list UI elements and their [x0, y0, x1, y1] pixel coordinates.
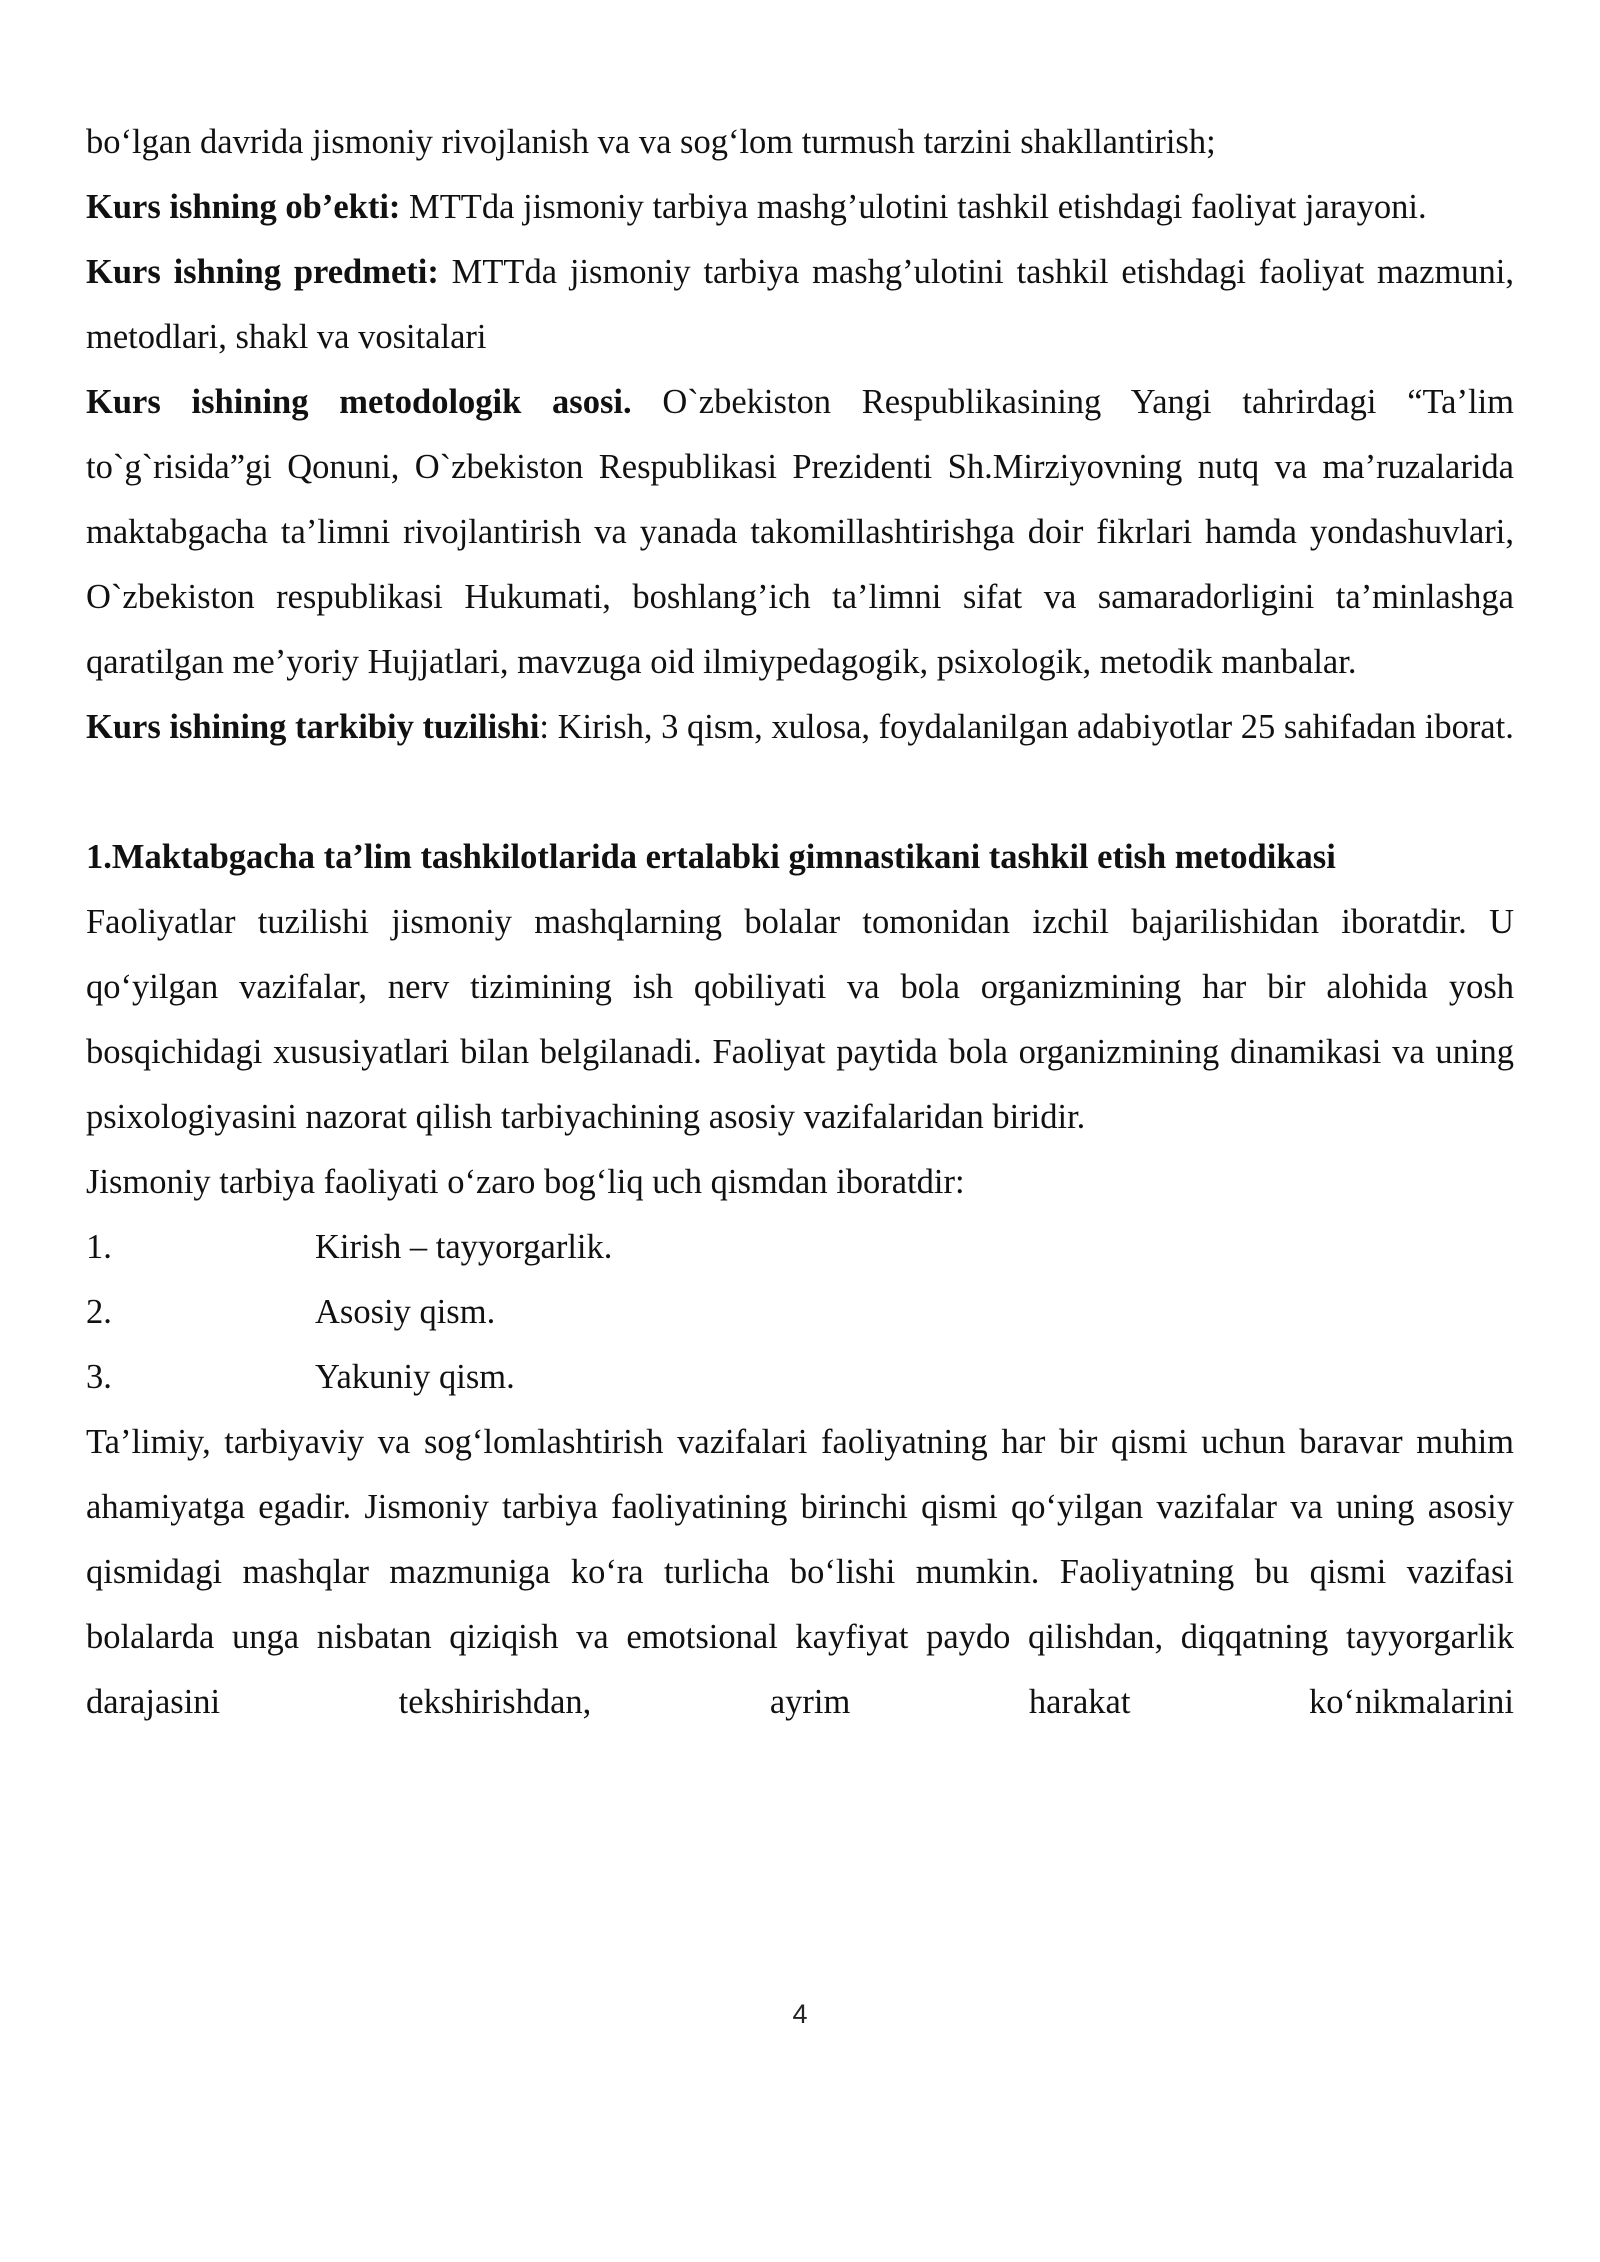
list-item-number: 2.: [86, 1293, 112, 1331]
methodology-paragraph: [86, 370, 1514, 695]
list-item-text: Yakuniy qism.: [315, 1358, 515, 1396]
object-paragraph: [86, 175, 1514, 240]
list-item-number: 1.: [86, 1228, 112, 1266]
structure-paragraph: [86, 695, 1514, 760]
methodology-text: O`zbekiston Respublikasining Yangi tahrirdagi “Ta’lim to`g`risida”gi Qonuni, O`zbekiston Respublikasi Prezidenti Sh.Mirziyovning nutq va ma’ruzalarida maktabgacha ta’limni rivojlantirish va yanada takomillashtirishga doir fikrlari hamda yondashuvlari, O`zbekiston respublikasi Hukumati, boshlang’ich ta’limni sifat va samaradorligini ta’minlashga qaratilgan me’yoriy Hujjatlari, mavzuga oid ilmiypedagogik, psixologik, metodik manbalar.: [86, 383, 1514, 681]
object-label: Kurs ishning ob’ekti:: [86, 188, 401, 226]
subject-text: MTTda jismoniy tarbiya mashg’ulotini tashkil etishdagi faoliyat mazmuni, metodlari, shakl va vositalari: [86, 253, 1514, 356]
subject-label: Kurs ishning predmeti:: [86, 253, 439, 291]
section-heading: 1.Maktabgacha ta’lim tashkilotlarida ertalabki gimnastikani tashkil etish metodikasi: [86, 838, 1336, 876]
paragraph-structure-of-activities: Faoliyatlar tuzilishi jismoniy mashqlarning bolalar tomonidan izchil bajarilishidan iboratdir. U qo‘yilgan vazifalar, nerv tizimining ish qobiliyati va bola organizmining har bir alohida yosh bosqichidagi xususiyatlari bilan belgilanadi. Faoliyat paytida bola organizmining dinamikasi va uning psixologiyasini nazorat qilish tarbiyachining asosiy vazifalaridan biridir.: [86, 903, 1514, 1136]
list-item: [86, 1280, 1514, 1345]
list-intro: Jismoniy tarbiya faoliyati o‘zaro bog‘liq uch qismdan iboratdir:: [86, 1163, 965, 1201]
paragraph-tasks: Ta’limiy, tarbiyaviy va sog‘lomlashtirish vazifalari faoliyatning har bir qismi uchun baravar muhim ahamiyatga egadir. Jismoniy tarbiya faoliyatining birinchi qismi qo‘yilgan vazifalar va uning asosiy qismidagi mashqlar mazmuniga ko‘ra turlicha bo‘lishi mumkin. Faoliyatning bu qismi vazifasi bolalarda unga nisbatan qiziqish va emotsional kayfiyat paydo qilishdan, diqqatning tayyorgarlik darajasini tekshirishdan, ayrim harakat ko‘nikmalarini: [86, 1423, 1514, 1721]
page-number: 4: [792, 1999, 808, 2029]
document-page: [86, 110, 1514, 1735]
list-item-text: Kirish – tayyorgarlik.: [315, 1228, 613, 1266]
object-text: MTTda jismoniy tarbiya mashg’ulotini tashkil etishdagi faoliyat jarayoni.: [400, 188, 1427, 226]
subject-paragraph: [86, 240, 1514, 370]
intro-line: bo‘lgan davrida jismoniy rivojlanish va va sog‘lom turmush tarzini shakllantirish;: [86, 123, 1216, 161]
list-item-number: 3.: [86, 1358, 112, 1396]
structure-text: : Kirish, 3 qism, xulosa, foydalanilgan adabiyotlar 25 sahifadan iborat.: [539, 708, 1514, 746]
methodology-label: Kurs ishining metodologik asosi.: [86, 383, 632, 421]
list-item-text: Asosiy qism.: [315, 1293, 496, 1331]
list-item: [86, 1345, 1514, 1410]
list-item: [86, 1215, 1514, 1280]
parts-list: [86, 1215, 1514, 1410]
structure-label: Kurs ishining tarkibiy tuzilishi: [86, 708, 540, 746]
